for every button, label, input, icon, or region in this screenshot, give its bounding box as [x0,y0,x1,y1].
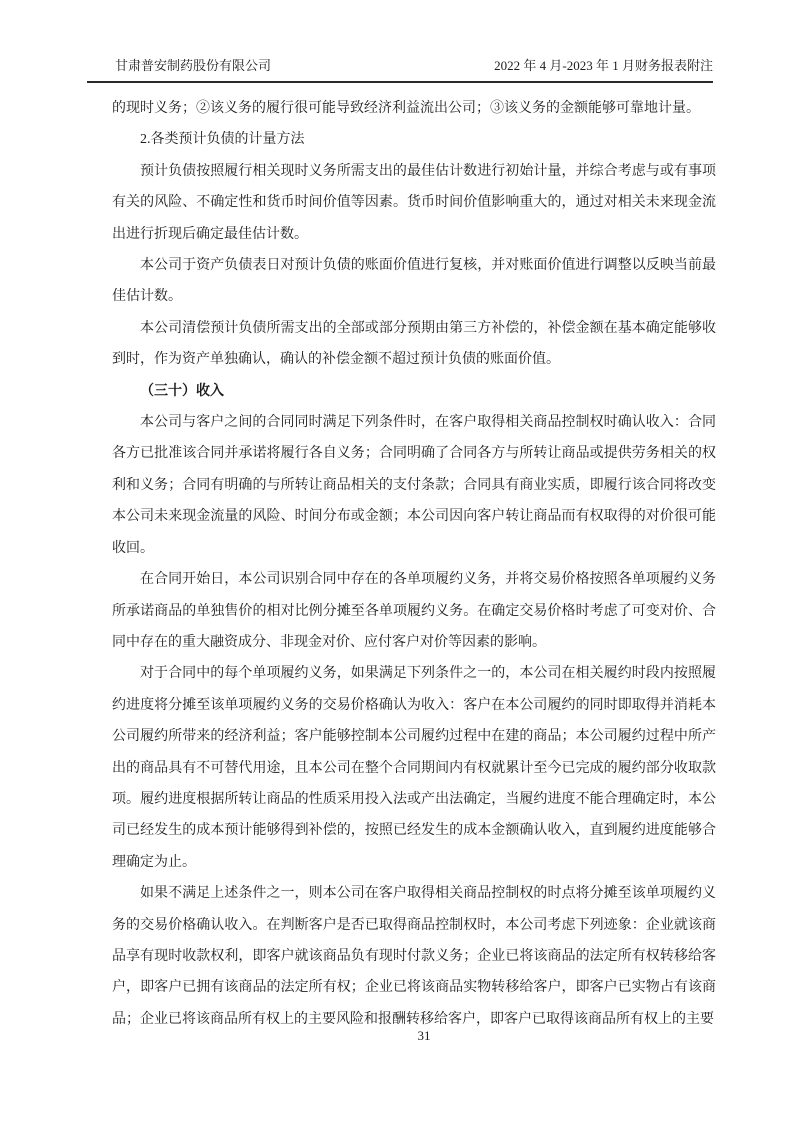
header-report-title: 2022 年 4 月-2023 年 1 月财务报表附注 [494,58,713,73]
section-heading-30-revenue: （三十）收入 [140,383,224,399]
paragraph-revenue-recognition-conditions: 本公司与客户之间的合同同时满足下列条件时，在客户取得相关商品控制权时确认收入：合同各方已批准该合同并承诺将履行各自义务；合同明确了合同各方与所转让商品或提供劳务相关的权利和义务；合同有明确的与所转让商品相关的支付条款；合同具有商业实质，即履行该合同将改变本公司未来现金流量的风险、时间分布或金额；本公司因向客户转让商品而有权取得的对价很可能收回。 [112,415,716,556]
paragraph-performance-obligation-over-time: 对于合同中的每个单项履约义务，如果满足下列条件之一的，本公司在相关履约时段内按照履约进度将分摊至该单项履约义务的交易价格确认为收入：客户在本公司履约的同时即取得并消耗本公司履约所带来的经济利益；客户能够控制本公司履约过程中在建的商品；本公司履约过程中所产出的商品具有不可替代用途，且本公司在整个合同期间内有权就累计至今已完成的履约部分收取款项。履约进度根据所转让商品的性质采用投入法或产出法确定，当履约进度不能合理确定时，本公司已经发生的成本预计能够得到补偿的，按照已经发生的成本金额确认收入，直到履约进度能够合理确定为止。 [112,666,716,870]
page-number: 31 [417,1028,431,1043]
header-company-name: 甘肃普安制药股份有限公司 [115,58,272,73]
document-body [112,93,716,1035]
paragraph-third-party-compensation: 本公司清偿预计负债所需支出的全部或部分预期由第三方补偿的，补偿金额在基本确定能够收到时，作为资产单独确认，确认的补偿金额不超过预计负债的账面价值。 [112,320,716,368]
paragraph-provision-recognition-continuation: 的现时义务；②该义务的履行很可能导致经济利益流出公司；③该义务的金额能够可靠地计量。 [112,101,700,116]
subheading-provision-measurement-methods: 2.各类预计负债的计量方法 [140,132,305,148]
paragraph-balance-sheet-date-review: 本公司于资产负债表日对预计负债的账面价值进行复核，并对账面价值进行调整以反映当前最佳估计数。 [112,258,716,305]
paragraph-contract-start-date: 在合同开始日，本公司识别合同中存在的各单项履约义务，并将交易价格按照各单项履约义务所承诺商品的单独售价的相对比例分摊至各单项履约义务。在确定交易价格时考虑了可变对价、合同中存在的重大融资成分、非现金对价、应付客户对价等因素的影响。 [112,572,716,650]
paragraph-control-transfer-indicators: 如果不满足上述条件之一，则本公司在客户取得相关商品控制权的时点将分摊至该单项履约义务的交易价格确认收入。在判断客户是否已取得商品控制权时，本公司考虑下列迹象：企业就该商品享有现时收款权利，即客户就该商品负有现时付款义务；企业已将该商品的法定所有权转移给客户，即客户已拥有该商品的法定所有权；企业已将该商品实物转移给客户，即客户已实物占有该商品；企业已将该商品所有权上的主要风险和报酬转移给客户，即客户已取得该商品所有权上的主要 [112,886,716,1027]
paragraph-provision-initial-measurement: 预计负债按照履行相关现时义务所需支出的最佳估计数进行初始计量，并综合考虑与或有事项有关的风险、不确定性和货币时间价值等因素。货币时间价值影响重大的，通过对相关未来现金流出进行折现后确定最佳估计数。 [112,163,716,242]
page-header [87,58,713,83]
